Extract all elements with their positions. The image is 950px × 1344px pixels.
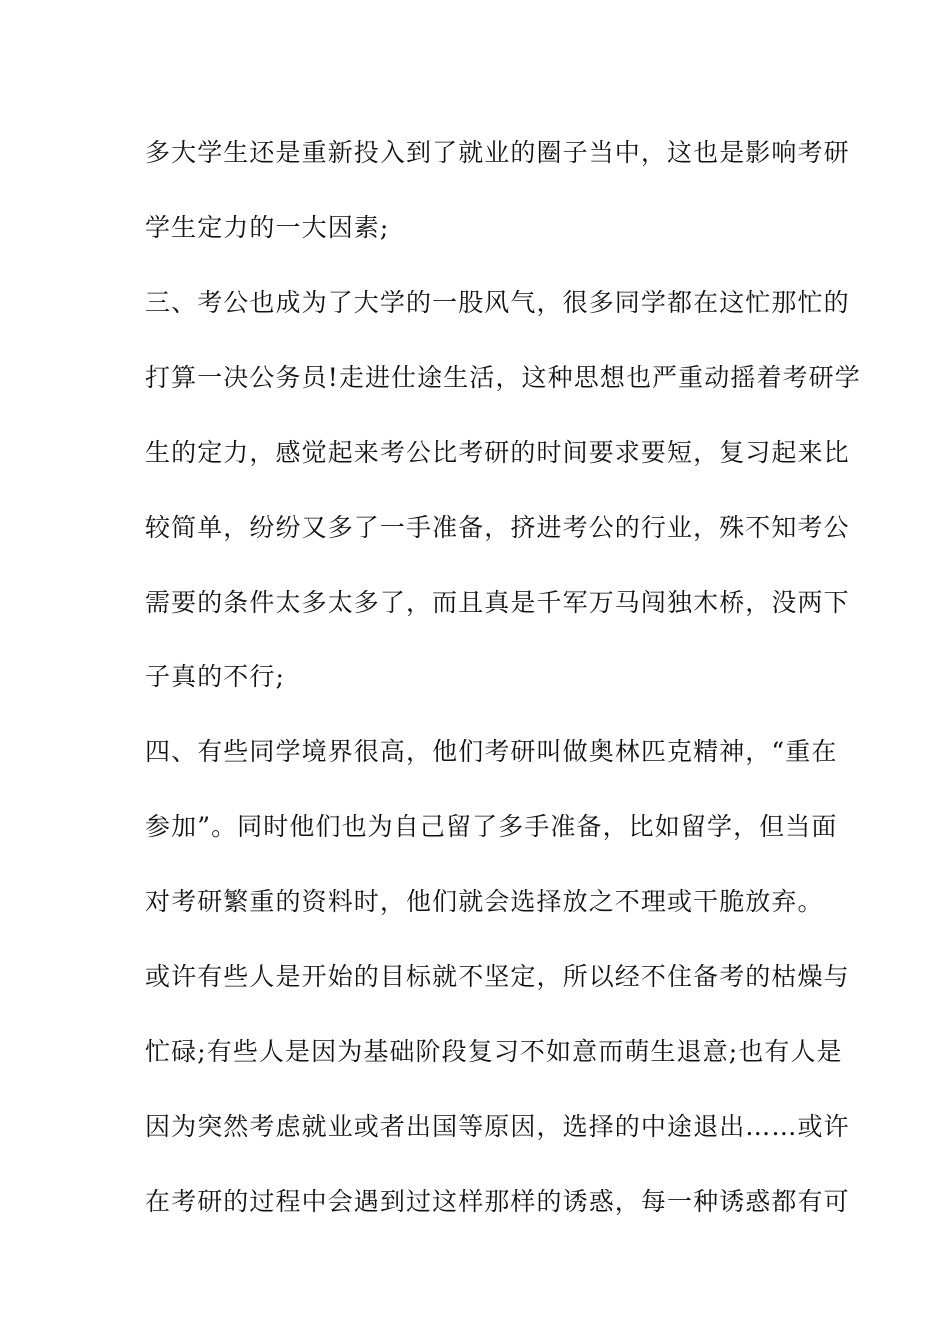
text-line: 生的定力，感觉起来考公比考研的时间要求要短，复习起来比	[145, 438, 850, 467]
text-line: 忙碌;有些人是因为基础阶段复习不如意而萌生退意;也有人是	[145, 1037, 843, 1066]
text-line: 四、有些同学境界很高，他们考研叫做奥林匹克精神，“重在	[145, 737, 838, 766]
text-line: 或许有些人是开始的目标就不坚定，所以经不住备考的枯燥与	[145, 962, 850, 991]
text-line: 对考研繁重的资料时，他们就会选择放之不理或干脆放弃。	[145, 887, 824, 916]
text-line: 因为突然考虑就业或者出国等原因，选择的中途退出……或许	[145, 1112, 850, 1141]
text-line: 打算一决公务员!走进仕途生活，这种思想也严重动摇着考研学	[145, 363, 861, 392]
text-line: 学生定力的一大因素;	[145, 213, 390, 242]
text-line: 在考研的过程中会遇到过这样那样的诱惑，每一种诱惑都有可	[145, 1187, 850, 1216]
text-line: 较简单，纷纷又多了一手准备，挤进考公的行业，殊不知考公	[145, 513, 850, 542]
text-line: 多大学生还是重新投入到了就业的圈子当中，这也是影响考研	[145, 138, 850, 167]
text-line: 三、考公也成为了大学的一股风气，很多同学都在这忙那忙的	[145, 288, 850, 317]
text-line: 需要的条件太多太多了，而且真是千军万马闯独木桥，没两下	[145, 588, 850, 617]
text-line: 参加”。同时他们也为自己留了多手准备，比如留学，但当面	[145, 812, 838, 841]
text-line: 子真的不行;	[145, 662, 286, 691]
